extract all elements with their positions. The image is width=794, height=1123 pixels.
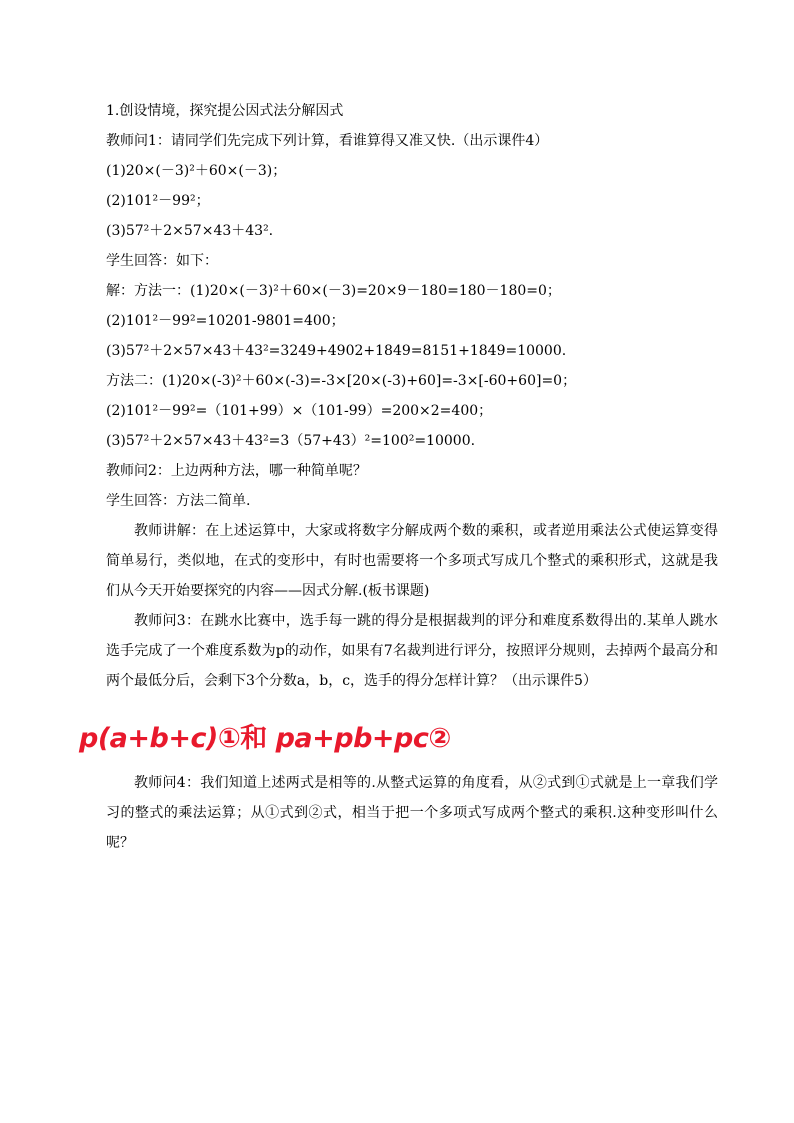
document-page	[79, 96, 718, 858]
student-answer-intro: 学生回答：如下：	[106, 253, 218, 269]
teacher-question-1: 教师问1：请同学们先完成下列计算，看谁算得又准又快.（出示课件4）	[106, 133, 549, 149]
formula-mark-1: ①	[217, 723, 241, 754]
teacher-question-4: 教师问4：我们知道上述两式是相等的.从整式运算的角度看，从②式到①式就是上一章我们学习的整式的乘法运算；从①式到②式，相当于把一个多项式写成两个整式的乘积.这种变形叫什么呢？	[106, 775, 718, 851]
exercise-2: (2)101²－99²；	[106, 193, 210, 209]
student-answer-2: 学生回答：方法二简单.	[106, 493, 251, 509]
method-2-step-1: 方法二：(1)20×(-3)²＋60×(-3)=-3×[20×(-3)+60]=-3×[-60+60]=0；	[106, 373, 577, 389]
method-1-step-1: 解：方法一：(1)20×(－3)²＋60×(－3)=20×9－180=180－180=0；	[106, 283, 561, 299]
exercise-1: (1)20×(－3)²＋60×(－3)；	[106, 163, 287, 179]
formula-expression-2: pa+pb+pc	[275, 723, 429, 754]
formula-connector: 和	[240, 723, 267, 754]
method-1-step-2: (2)101²－99²=10201-9801=400；	[106, 313, 345, 329]
section-heading: 1.创设情境，探究提公因式法分解因式	[106, 103, 344, 119]
formula-mark-2: ②	[428, 723, 451, 754]
teacher-question-3: 教师问3：在跳水比赛中，选手每一跳的得分是根据裁判的评分和难度系数得出的.某单人跳水选手完成了一个难度系数为p的动作，如果有7名裁判进行评分，按照评分规则，去掉两个最高分和两个最低分后，会剩下3个分数a，b，c，选手的得分怎样计算？（出示课件5）	[106, 613, 718, 689]
teacher-explanation: 教师讲解：在上述运算中，大家或将数字分解成两个数的乘积，或者逆用乘法公式使运算变得简单易行，类似地，在式的变形中，有时也需要将一个多项式写成几个整式的乘积形式，这就是我们从今天开始要探究的内容——因式分解.(板书课题)	[106, 523, 718, 599]
method-2-step-3: (3)57²＋2×57×43＋43²=3（57+43）²=100²=10000.	[106, 433, 476, 449]
exercise-3: (3)57²＋2×57×43＋43².	[106, 223, 274, 239]
method-1-step-3: (3)57²＋2×57×43＋43²=3249+4902+1849=8151+1849=10000.	[106, 343, 567, 359]
formula-expression-1: p(a+b+c)	[79, 723, 218, 754]
teacher-question-2: 教师问2：上边两种方法，哪一种简单呢？	[106, 463, 367, 479]
method-2-step-2: (2)101²－99²=（101+99）×（101-99）=200×2=400；	[106, 403, 493, 419]
highlighted-formula	[79, 716, 718, 762]
